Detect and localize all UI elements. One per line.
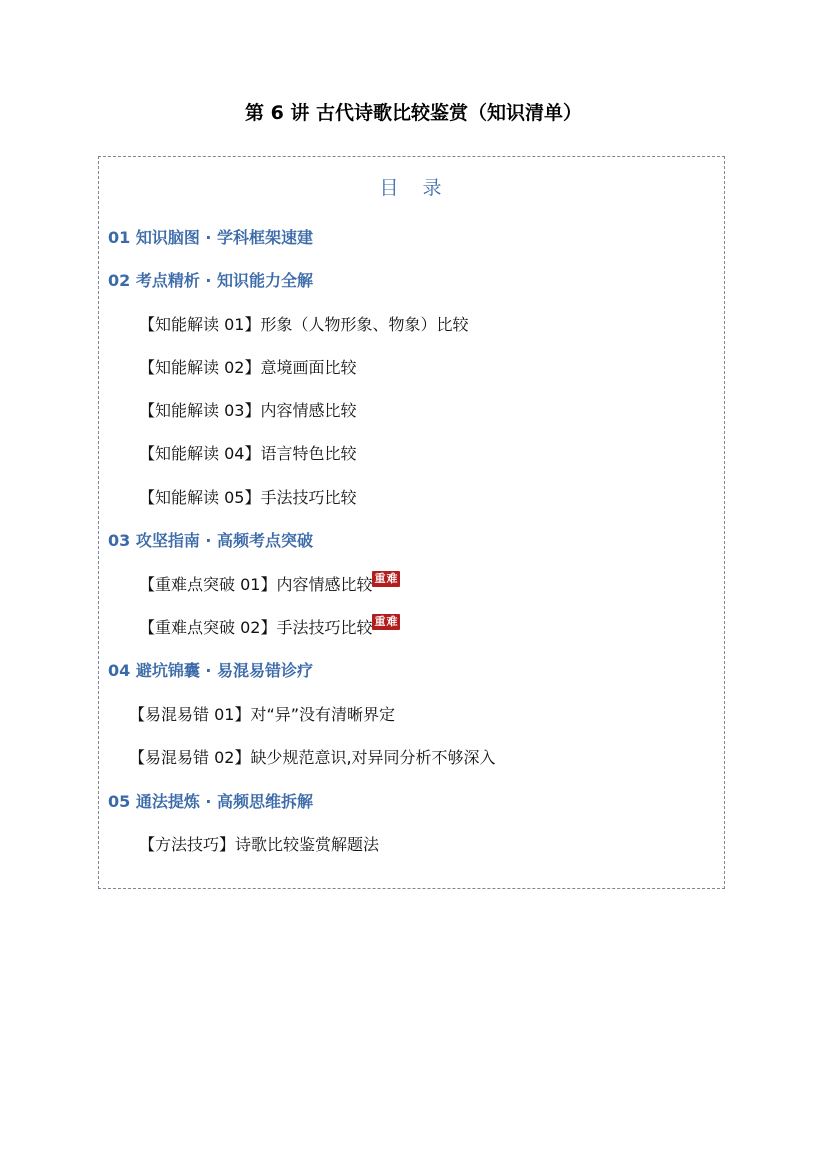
toc-item-text: 【重难点突破 02】手法技巧比较 bbox=[139, 618, 373, 637]
toc-item-05-01[interactable]: 【方法技巧】诗歌比较鉴赏解题法 bbox=[139, 835, 380, 854]
toc-section-05[interactable]: 05 通法提炼 · 高频思维拆解 bbox=[108, 792, 314, 811]
toc-item-04-01[interactable]: 【易混易错 01】对“异”没有清晰界定 bbox=[129, 705, 396, 724]
toc-section-04[interactable]: 04 避坑锦囊 · 易混易错诊疗 bbox=[108, 661, 314, 680]
toc-item-03-01[interactable] bbox=[139, 574, 400, 596]
toc-section-02[interactable]: 02 考点精析 · 知识能力全解 bbox=[108, 271, 314, 290]
toc-item-text: 【重难点突破 01】内容情感比较 bbox=[139, 575, 373, 594]
page-title: 第 6 讲 古代诗歌比较鉴赏（知识清单） bbox=[244, 102, 583, 124]
toc-section-03[interactable]: 03 攻坚指南 · 高频考点突破 bbox=[108, 531, 314, 550]
toc-item-04-02[interactable]: 【易混易错 02】缺少规范意识,对异同分析不够深入 bbox=[129, 748, 496, 767]
toc-item-02-01[interactable]: 【知能解读 01】形象（人物形象、物象）比较 bbox=[139, 315, 469, 334]
toc-item-02-03[interactable]: 【知能解读 03】内容情感比较 bbox=[139, 401, 357, 420]
key-difficulty-badge: 重难 bbox=[374, 615, 399, 628]
toc-section-01[interactable]: 01 知识脑图 · 学科框架速建 bbox=[108, 228, 314, 247]
toc-heading-left: 目 bbox=[379, 177, 401, 199]
toc-heading bbox=[99, 175, 724, 201]
toc-item-02-05[interactable]: 【知能解读 05】手法技巧比较 bbox=[139, 488, 357, 507]
toc-heading-right: 录 bbox=[422, 177, 444, 199]
toc-item-02-02[interactable]: 【知能解读 02】意境画面比较 bbox=[139, 358, 357, 377]
toc-item-02-04[interactable]: 【知能解读 04】语言特色比较 bbox=[139, 444, 357, 463]
toc-item-03-02[interactable] bbox=[139, 617, 400, 639]
key-difficulty-badge: 重难 bbox=[374, 572, 399, 585]
table-of-contents bbox=[98, 156, 725, 889]
